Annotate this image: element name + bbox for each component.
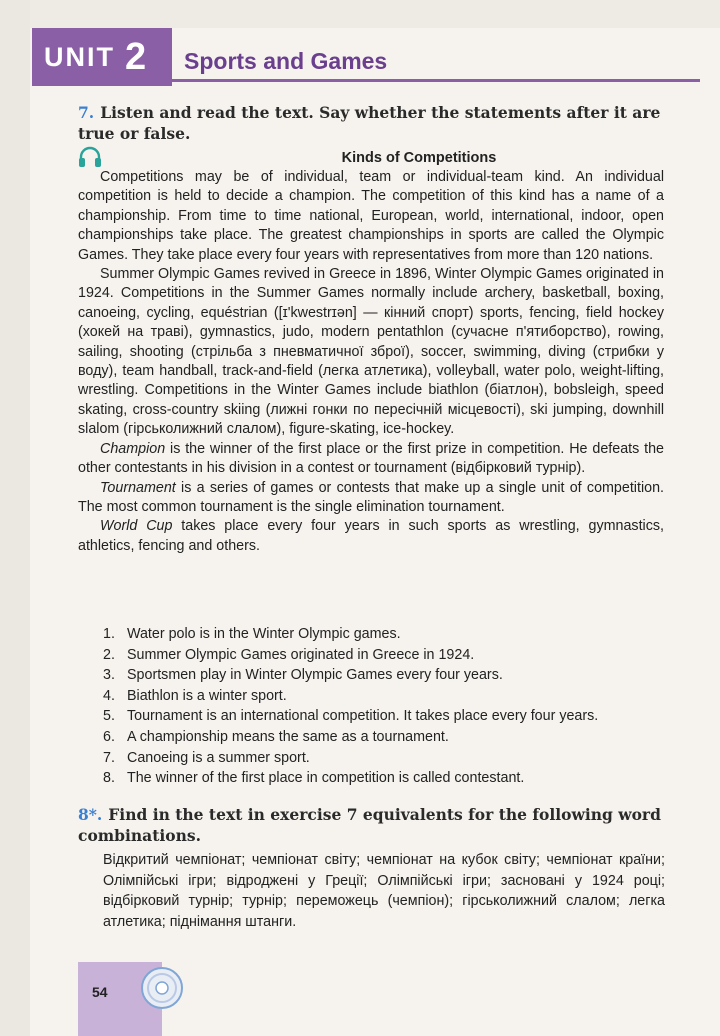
exercise-8-text: Find in the text in exercise 7 equivalents for the following word combinations.	[78, 805, 661, 845]
text-title: Kinds of Competitions	[341, 150, 497, 166]
paragraph-tournament	[78, 479, 664, 518]
champion-definition: is the winner of the first place or the first prize in competition. He defeats the other contestants in his division in a contest or tournament (відбірковий турнір).	[78, 440, 664, 477]
worldcup-term: World Cup	[100, 518, 173, 535]
cd-disc-icon	[140, 966, 184, 1010]
page-number: 54	[92, 984, 108, 1000]
tournament-definition: is a series of games or contests that make up a single unit of competition. The most common tournament is the single elimination tournament.	[78, 479, 664, 515]
list-item: 2. Summer Olympic Games originated in Greece in 1924.	[103, 646, 475, 663]
reading-text	[78, 168, 664, 556]
exercise-8-number: 8*.	[78, 805, 103, 824]
unit-number: 2	[125, 35, 147, 78]
exercise-8-word-list: Відкритий чемпіонат; чемпіонат світу; чемпіонат на кубок світу; чемпіонат країни; Олімпійські ігри; відроджені у Греції; Олімпійські ігри; засновані у 1924 році; відбірковий турнір; турнір; переможець (чемпіон); гірськолижний слалом; легка атлетика; піднімання штанги.	[103, 852, 665, 930]
list-item: 7. Canoeing is a summer sport.	[103, 749, 310, 766]
unit-title: Sports and Games	[184, 48, 388, 74]
exercise-7-instruction	[78, 102, 668, 144]
statements-list	[103, 624, 663, 789]
exercise-8-instruction	[78, 804, 668, 846]
list-item: 3. Sportsmen play in Winter Olympic Games every four years.	[103, 667, 503, 684]
unit-title-bar	[172, 44, 700, 82]
unit-badge	[32, 28, 172, 86]
list-item: 4. Biathlon is a winter sport.	[103, 687, 287, 704]
exercise-7-number: 7.	[78, 103, 95, 122]
list-item: 6. A championship means the same as a tournament.	[103, 728, 449, 745]
unit-word: UNIT	[44, 41, 115, 72]
paragraph-worldcup	[78, 517, 664, 556]
list-item: 5. Tournament is an international competition. It takes place every four years.	[103, 708, 599, 725]
paragraph-1: Competitions may be of individual, team or individual-team kind. An individual competition is held to decide a champion. The competition of this kind has a name of a championship. From time to time national, European, world, international, indoor, open championships take place. The greatest championships in sports are called the Olympic Games. They take place every four years with representatives from more than 120 nations.	[78, 169, 664, 263]
list-item: 8. The winner of the first place in competition is called contestant.	[103, 770, 525, 787]
list-item: 1. Water polo is in the Winter Olympic games.	[103, 626, 401, 642]
top-band	[0, 0, 720, 28]
worldcup-definition: takes place every four years in such sports as wrestling, gymnastics, athletics, fencing and others.	[78, 518, 664, 554]
paragraph-2: Summer Olympic Games revived in Greece in 1896, Winter Olympic Games originated in 1924. Competitions in the Summer Games normally include archery, basketball, boxing, canoeing, cycling, equéstrian ([ɪ'kwestrɪən] — кінний спорт) sports, fencing, field hockey (хокей на траві), gymnastics, judo, modern pentathlon (сучасне п'ятиборство), rowing, sailing, shooting (стрільба з пневматичної зброї), soccer, swimming, diving (стрибки у воду), team handball, track-and-field (легка атлетика), volleyball, water polo, weight-lifting, wrestling. Competitions in the Winter Games include biathlon (біатлон), bobsleigh, speed skating, cross-country skiing (лижні гонки по пересічній місцевості), ski jumping, downhill slalom (гірськолижний слалом), figure-skating, ice-hockey.	[78, 266, 664, 438]
exercise-7-text: Listen and read the text. Say whether the statements after it are true or false.	[78, 103, 661, 143]
champion-term: Champion	[100, 440, 166, 457]
tournament-term: Tournament	[100, 479, 176, 496]
paragraph-champion	[78, 440, 664, 479]
